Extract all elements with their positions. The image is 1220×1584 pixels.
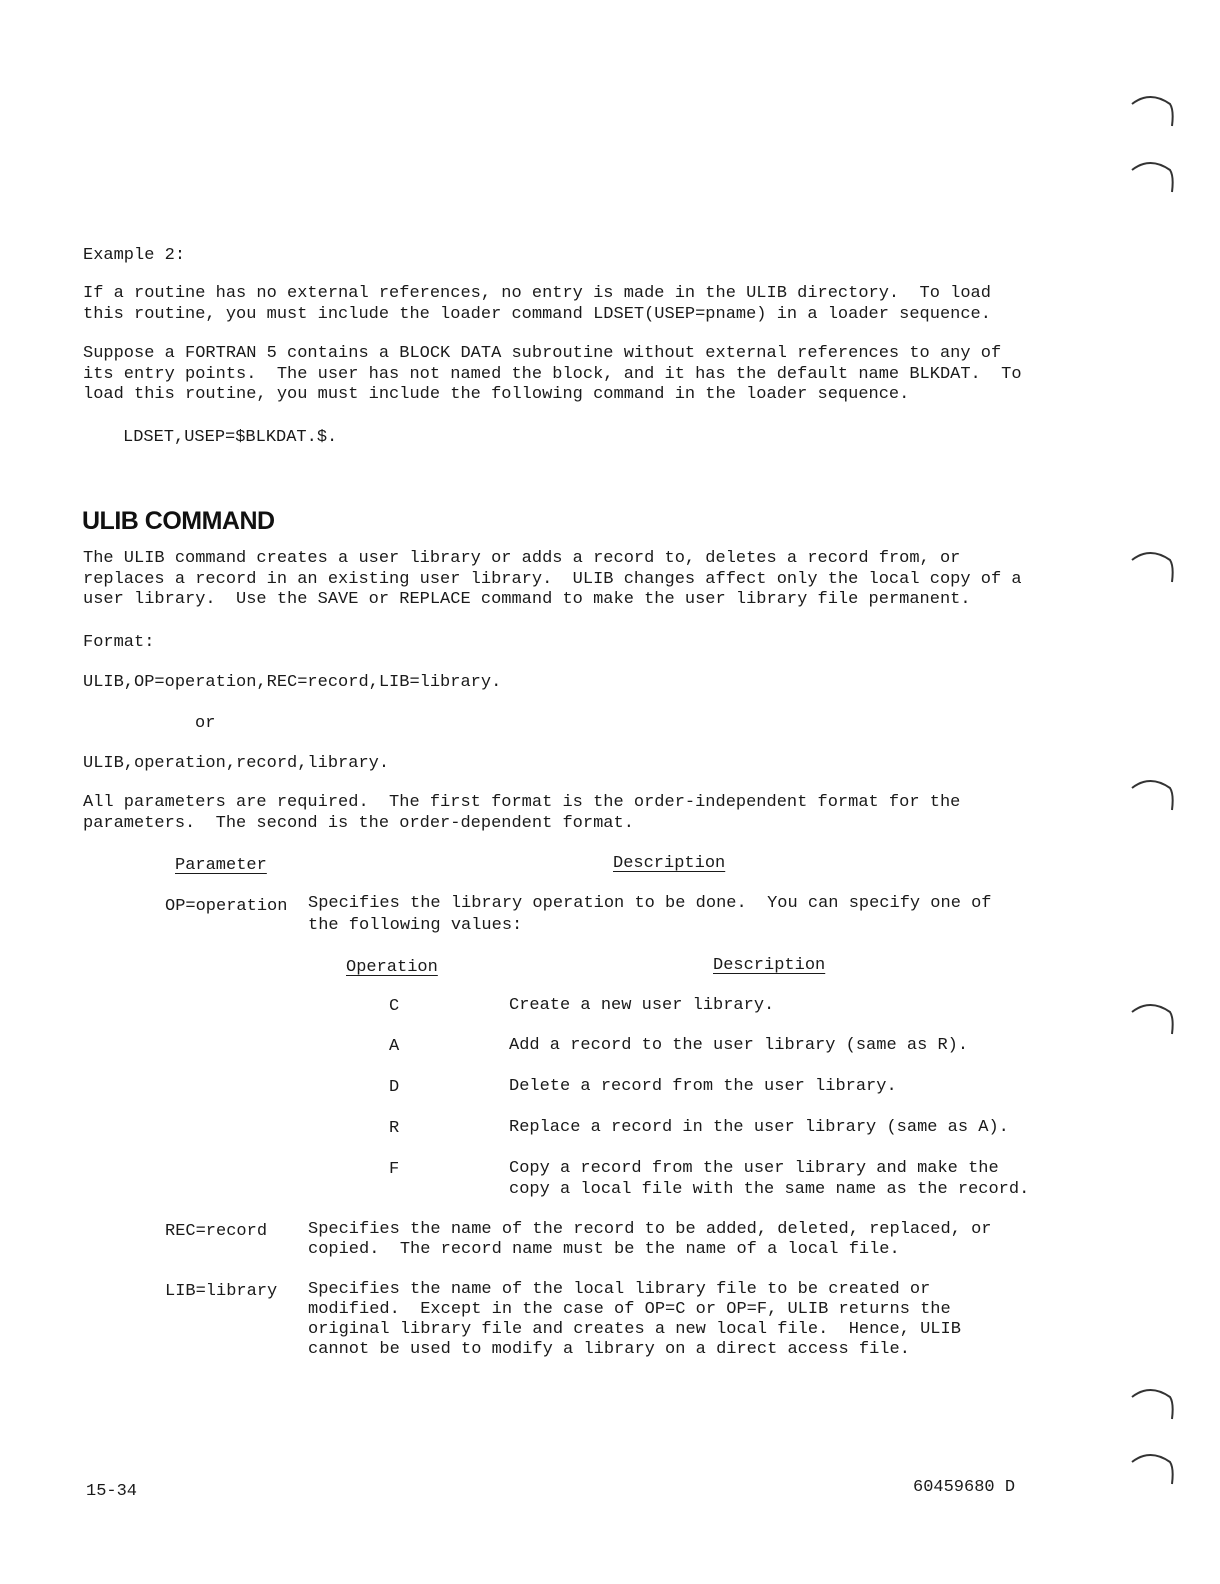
ldset-command: LDSET,USEP=$BLKDAT.$. <box>123 428 338 447</box>
paragraph-line: The ULIB command creates a user library or adds a record to, deletes a record from, or <box>83 549 961 568</box>
parameter-column-header: Parameter <box>175 856 267 875</box>
paragraph-line: If a routine has no external references, no entry is made in the ULIB directory. To load <box>83 284 991 303</box>
format-label: Format: <box>83 633 155 652</box>
param-desc-lib-line: modified. Except in the case of OP=C or OP=F, ULIB returns the <box>308 1300 951 1319</box>
operation-description: Replace a record in the user library (same as A). <box>509 1118 1009 1137</box>
binder-hole-mark <box>1128 92 1178 132</box>
operation-code: R <box>389 1119 400 1138</box>
paragraph-line: its entry points. The user has not named the block, and it has the default name BLKDAT. To <box>83 364 1022 384</box>
operation-code: D <box>389 1078 400 1097</box>
param-desc-lib-line: Specifies the name of the local library file to be created or <box>308 1280 931 1299</box>
binder-hole-mark <box>1128 158 1178 198</box>
binder-hole-mark <box>1128 1385 1178 1425</box>
operation-column-header: Operation <box>346 958 438 977</box>
operation-description: Add a record to the user library (same as R). <box>509 1036 969 1055</box>
document-number: 60459680 D <box>913 1478 1016 1497</box>
paragraph-line: this routine, you must include the loader command LDSET(USEP=pname) in a loader sequence. <box>83 304 991 324</box>
paragraph-line: parameters. The second is the order-dependent format. <box>83 813 634 833</box>
paragraph-line: load this routine, you must include the following command in the loader sequence. <box>83 385 910 404</box>
operation-code: C <box>389 997 400 1016</box>
operation-description-column-header: Description <box>713 956 826 975</box>
format-or: or <box>195 714 216 733</box>
operation-code: A <box>389 1037 400 1056</box>
param-name-rec: REC=record <box>165 1222 268 1241</box>
parameters-paragraph <box>83 793 1043 834</box>
format-line-order-independent: ULIB,OP=operation,REC=record,LIB=library. <box>83 673 502 692</box>
param-name-lib: LIB=library <box>165 1282 278 1301</box>
description-column-header: Description <box>613 854 726 873</box>
param-desc-op-line: the following values: <box>308 916 523 935</box>
binder-hole-mark <box>1128 548 1178 588</box>
paragraph-line: replaces a record in an existing user library. ULIB changes affect only the local copy of a <box>83 569 1022 589</box>
param-desc-rec-line: Specifies the name of the record to be added, deleted, replaced, or <box>308 1220 992 1239</box>
intro-paragraph <box>83 284 1043 325</box>
format-line-order-dependent: ULIB,operation,record,library. <box>83 754 390 773</box>
paragraph-line: Suppose a FORTRAN 5 contains a BLOCK DATA subroutine without external references to any of <box>83 344 1002 363</box>
paragraph-line: All parameters are required. The first format is the order-independent format for the <box>83 793 961 812</box>
binder-hole-mark <box>1128 1000 1178 1040</box>
page-number: 15-34 <box>86 1482 138 1501</box>
param-name-op: OP=operation <box>165 897 288 916</box>
binder-hole-mark <box>1128 776 1178 816</box>
paragraph-line: user library. Use the SAVE or REPLACE command to make the user library file permanent. <box>83 590 971 609</box>
operation-description: Delete a record from the user library. <box>509 1077 897 1096</box>
param-desc-lib-line: original library file and creates a new local file. Hence, ULIB <box>308 1320 961 1339</box>
operation-description: copy a local file with the same name as the record. <box>509 1180 1030 1199</box>
operation-code: F <box>389 1160 400 1179</box>
param-desc-rec-line: copied. The record name must be the name of a local file. <box>308 1240 900 1259</box>
section-heading: ULIB COMMAND <box>82 507 275 535</box>
operation-description: Create a new user library. <box>509 996 775 1015</box>
param-desc-lib-line: cannot be used to modify a library on a direct access file. <box>308 1340 910 1359</box>
operation-description: Copy a record from the user library and make the <box>509 1159 999 1178</box>
ulib-description-paragraph <box>83 549 1043 611</box>
param-desc-op-line: Specifies the library operation to be done. You can specify one of <box>308 894 992 913</box>
fortran-paragraph <box>83 344 1043 406</box>
binder-hole-mark <box>1128 1450 1178 1490</box>
example-label: Example 2: <box>83 246 186 265</box>
